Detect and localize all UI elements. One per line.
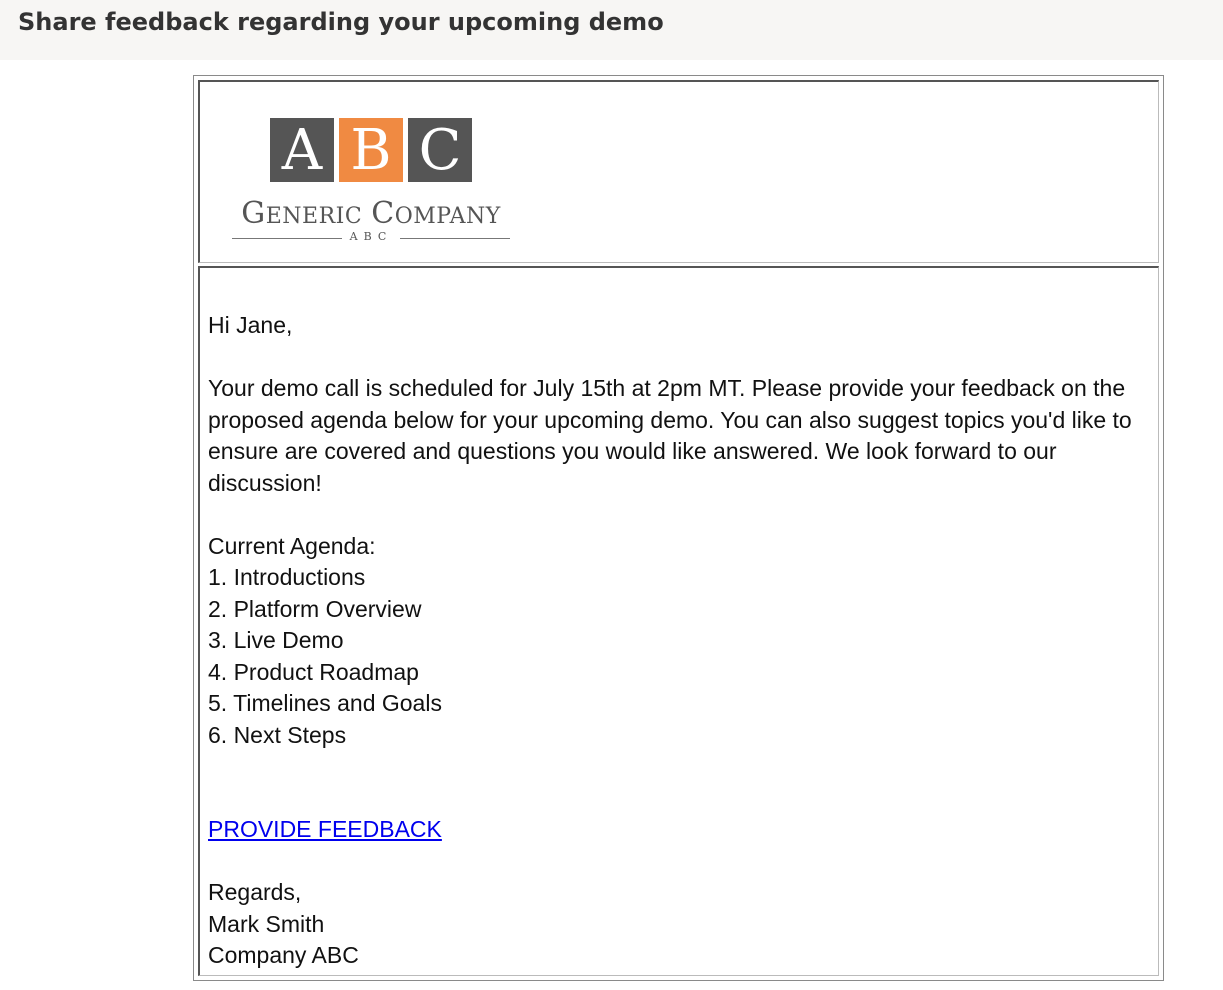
closing: Regards,: [208, 879, 302, 905]
logo-rule-right: [400, 238, 510, 239]
logo-subline: [230, 232, 512, 246]
logo-sub-text: ABC: [349, 230, 393, 243]
email-content-cell: [198, 266, 1159, 976]
email-subject: Share feedback regarding your upcoming demo: [18, 8, 664, 36]
email-content: [208, 310, 1153, 972]
agenda-item: 1. Introductions: [208, 564, 366, 590]
sender-company: Company ABC: [208, 942, 359, 968]
intro-paragraph: Your demo call is scheduled for July 15th at 2pm MT. Please provide your feedback on the proposed agenda below for your upcoming demo. You can also suggest topics you'd like to ensure are covered and questions you would like answered. We look forward to our discussion!: [208, 375, 1132, 496]
agenda-item: 5. Timelines and Goals: [208, 690, 442, 716]
company-logo: [230, 118, 512, 246]
sender-name: Mark Smith: [208, 910, 325, 937]
email-body-table: [193, 75, 1164, 981]
logo-letter-b: B: [339, 118, 403, 182]
agenda-item: 6. Next Steps: [208, 721, 347, 748]
provide-feedback-link[interactable]: PROVIDE FEEDBACK: [208, 816, 442, 842]
greeting: Hi Jane,: [208, 312, 293, 338]
logo-letter-boxes: [270, 118, 472, 182]
logo-letter-c: C: [408, 118, 472, 182]
agenda-item: 4. Product Roadmap: [208, 658, 419, 685]
agenda-item: 2. Platform Overview: [208, 595, 422, 622]
email-banner: [198, 80, 1159, 263]
agenda-title: Current Agenda:: [208, 532, 376, 559]
agenda-item: 3. Live Demo: [208, 627, 344, 653]
email-header: [0, 0, 1223, 60]
logo-company-name: GENERIC COMPANY: [241, 196, 501, 231]
logo-letter-a: A: [270, 118, 334, 182]
